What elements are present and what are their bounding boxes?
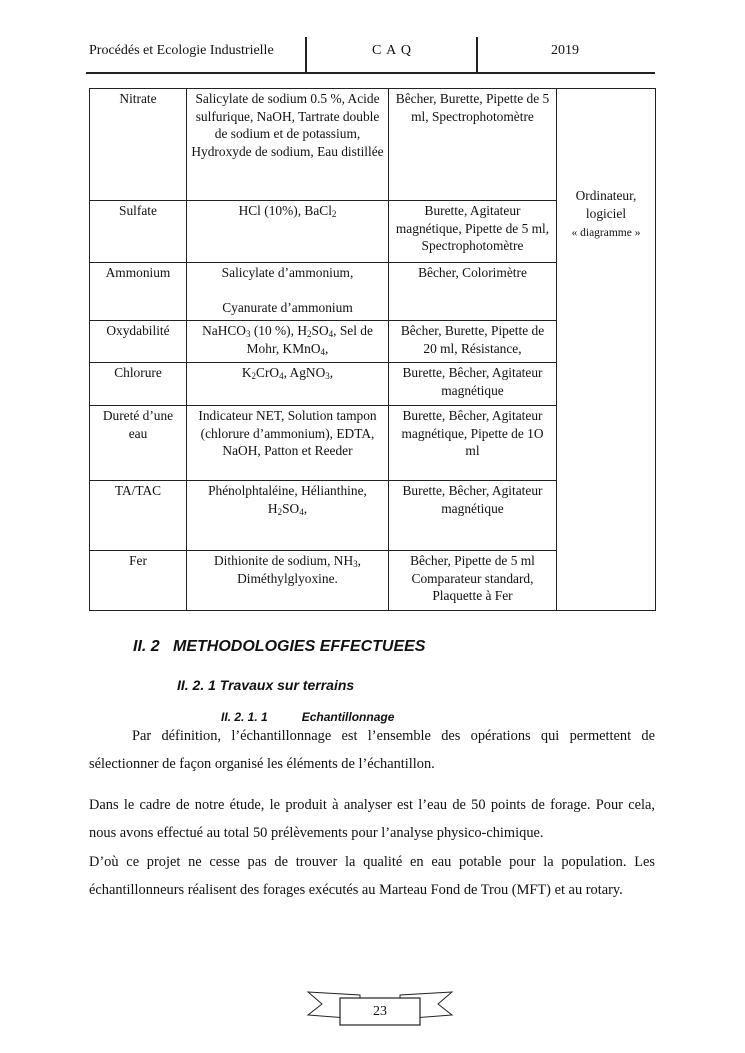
reagent-text: HCl (10%), BaCl: [238, 203, 332, 218]
reagent-text: CrO: [256, 365, 280, 380]
cell-equipment: Bêcher, Burette, Pipette de 20 ml, Résistance,: [389, 321, 557, 363]
subscript: 4: [279, 371, 284, 381]
cell-parameter: Fer: [90, 551, 187, 611]
cell-reagents: [187, 321, 389, 363]
subscript: 3: [325, 371, 330, 381]
cell-parameter: Oxydabilité: [90, 321, 187, 363]
subsection-heading: II. 2. 1 Travaux sur terrains: [177, 677, 355, 693]
cell-reagents: [187, 406, 389, 481]
cell-equipment: Bêcher, Burette, Pipette de 5 ml, Spectrophotomètre: [389, 89, 557, 201]
reagent-text: Dithionite de sodium, NH: [214, 553, 354, 568]
cell-parameter: Ammonium: [90, 263, 187, 321]
software-label: Ordinateur, logiciel: [575, 188, 637, 221]
header-course: Procédés et Ecologie Industrielle: [89, 43, 274, 58]
reagent-text: Salicylate de sodium 0.5 %, Acide sulfurique, NaOH, Tartrate double de sodium et de potassium, Hydroxyde de sodium, Eau distillée: [191, 91, 384, 159]
cell-parameter: Nitrate: [90, 89, 187, 201]
subscript: 2: [331, 209, 337, 219]
subsubsection-title: Echantillonnage: [301, 710, 395, 724]
cell-reagents: [187, 551, 389, 611]
reagent-text: SO: [282, 500, 300, 516]
reagent-text: , Diméthylglyoxine.: [237, 553, 361, 586]
cell-equipment: Bêcher, Pipette de 5 ml Comparateur standard, Plaquette à Fer: [389, 551, 557, 611]
header-module: C A Q: [372, 43, 413, 58]
cell-equipment: Bêcher, Colorimètre: [389, 263, 557, 321]
reagent-text: ,: [303, 500, 308, 516]
subscript: 4: [328, 329, 334, 339]
cell-parameter: Sulfate: [90, 201, 187, 263]
header-rule: [86, 72, 655, 74]
cell-reagents: [187, 89, 389, 201]
subscript: 2: [251, 371, 257, 381]
section-heading: II. 2 METHODOLOGIES EFFECTUEES: [133, 638, 426, 655]
cell-reagents: [187, 263, 389, 321]
reagent-text: K: [241, 365, 252, 380]
reagent-text: Phénolphtaléine, Hélianthine, H: [208, 483, 367, 516]
paragraph: Par définition, l’échantillonnage est l’ensemble des opérations qui permettent de sélectionner de façon organisé les éléments de l’échantillon.: [89, 728, 655, 772]
table-row: [90, 89, 656, 201]
header-divider: [476, 37, 478, 73]
reagent-text: (10 %), H: [250, 323, 307, 338]
page-number-banner: [300, 985, 460, 1030]
subscript: 2: [277, 506, 283, 517]
cell-reagents: [187, 481, 389, 551]
reagent-text: ,: [329, 365, 334, 380]
header-year: 2019: [551, 43, 579, 58]
reagent-text: NaHCO: [202, 323, 246, 338]
reagent-text: , Sel de Mohr, KMnO: [246, 323, 373, 356]
header-divider: [305, 37, 307, 73]
subscript: 3: [353, 559, 358, 569]
subscript: 3: [245, 329, 251, 339]
cell-equipment: Burette, Bêcher, Agitateur magnétique: [389, 363, 557, 406]
reagent-text: Salicylate d’ammonium, Cyanurate d’ammonium: [221, 265, 354, 315]
reagent-text: Indicateur NET, Solution tampon (chlorure d’ammonium), EDTA, NaOH, Patton et Reeder: [198, 408, 377, 458]
page-number: 23: [373, 1004, 387, 1019]
cell-equipment: Burette, Bêcher, Agitateur magnétique, Pipette de 1O ml: [389, 406, 557, 481]
reagent-text: SO: [311, 323, 329, 338]
cell-parameter: TA/TAC: [90, 481, 187, 551]
subsubsection-number: II. 2. 1. 1: [221, 710, 268, 724]
subscript: 4: [320, 346, 325, 357]
subscript: 4: [299, 506, 304, 517]
cell-parameter: Dureté d’une eau: [90, 406, 187, 481]
reagent-text: ,: [325, 340, 329, 356]
subscript: 2: [307, 329, 312, 339]
cell-reagents: [187, 363, 389, 406]
software-name: « diagramme »: [571, 227, 641, 239]
cell-software: [557, 89, 656, 611]
materials-table: [89, 88, 656, 611]
reagent-text: , AgNO: [283, 365, 326, 380]
cell-equipment: Burette, Bêcher, Agitateur magnétique: [389, 481, 557, 551]
cell-parameter: Chlorure: [90, 363, 187, 406]
paragraph: Dans le cadre de notre étude, le produit à analyser est l’eau de 50 points de forage. Pour cela, nous avons effectué au total 50 prélèvements pour l’analyse physico-chimique.: [89, 797, 655, 841]
cell-reagents: [187, 201, 389, 263]
cell-equipment: Burette, Agitateur magnétique, Pipette de 5 ml, Spectrophotomètre: [389, 201, 557, 263]
paragraph: D’où ce projet ne cesse pas de trouver la qualité en eau potable pour la population. Les échantillonneurs réalisent des forages exécutés au Marteau Fond de Trou (MFT) et au rotary.: [89, 854, 655, 898]
